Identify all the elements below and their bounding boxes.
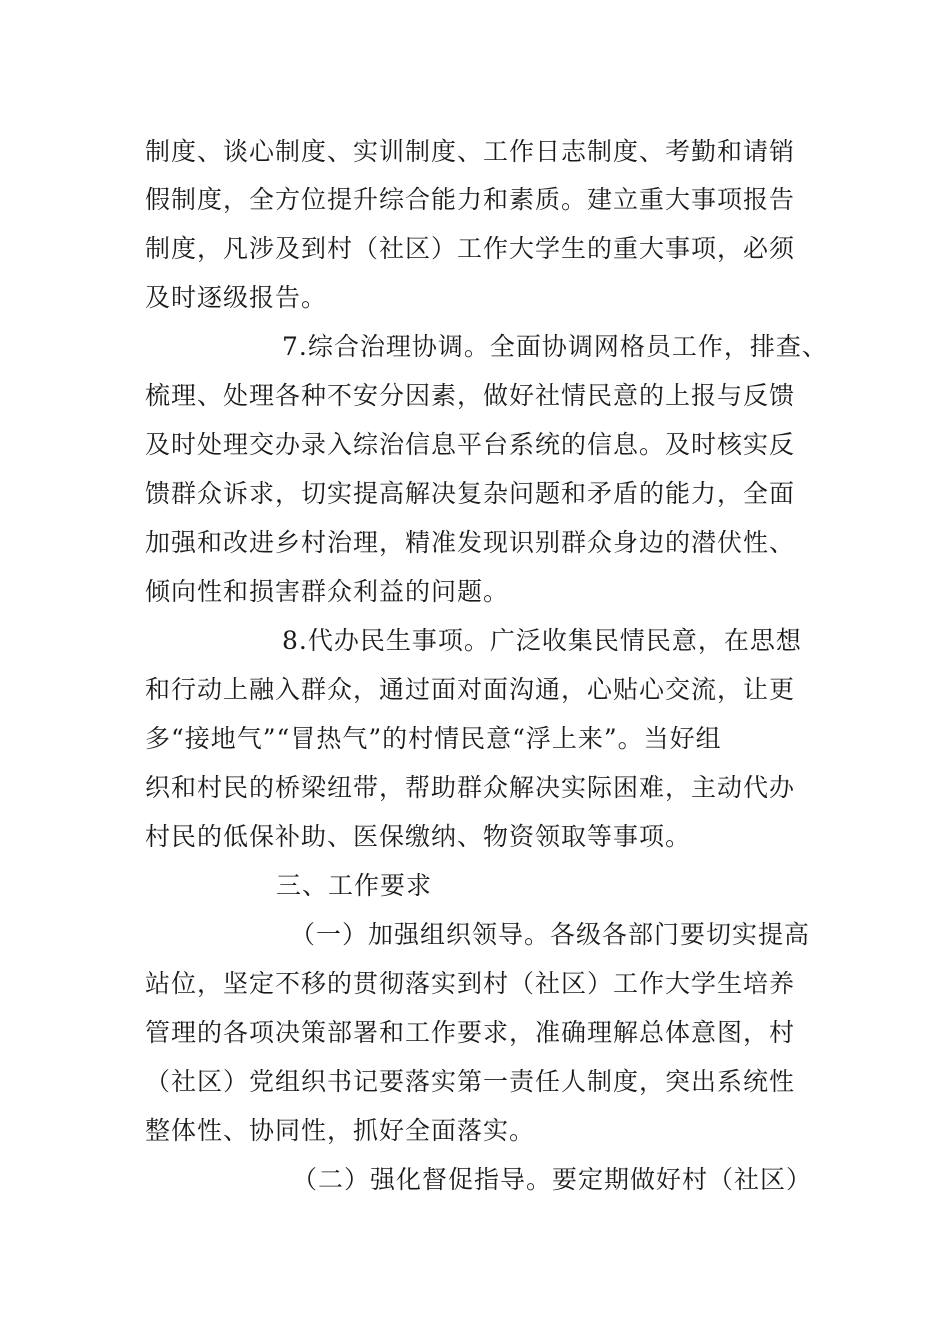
text-line-4: 及时逐级报告。 xyxy=(145,283,328,312)
item-7-heading: 7.综合治理协调。全面协调网格员工作，排查、 xyxy=(282,332,828,361)
text-line-3: 制度，凡涉及到村（社区）工作大学生的重大事项，必须 xyxy=(145,234,796,263)
text-line-19: 管理的各项决策部署和工作要求，准确理解总体意图，村 xyxy=(145,1018,796,1047)
text-line-10: 倾向性和损害群众利益的问题。 xyxy=(145,577,510,606)
text-line-1: 制度、谈心制度、实训制度、工作日志制度、考勤和请销 xyxy=(145,137,796,166)
subsection-1-heading: （一）加强组织领导。各级各部门要切实提高 xyxy=(290,920,811,949)
text-line-7: 及时处理交办录入综治信息平台系统的信息。及时核实反 xyxy=(145,430,796,459)
text-line-12: 和行动上融入群众，通过面对面沟通，心贴心交流，让更 xyxy=(145,675,796,704)
text-line-20: （社区）党组织书记要落实第一责任人制度，突出系统性 xyxy=(145,1067,796,1096)
section-3-heading: 三、工作要求 xyxy=(276,871,433,900)
item-8-heading: 8.代办民生事项。广泛收集民情民意，在思想 xyxy=(282,626,802,655)
text-line-9: 加强和改进乡村治理，精准发现识别群众身边的潜伏性、 xyxy=(145,528,796,557)
text-line-13: 多“接地气”“冒热气”的村情民意“浮上来”。当好组 xyxy=(145,724,722,753)
text-line-14: 织和村民的桥梁纽带，帮助群众解决实际困难，主动代办 xyxy=(145,773,796,802)
subsection-2-heading: （二）强化督促指导。要定期做好村（社区） xyxy=(292,1165,813,1194)
text-line-21: 整体性、协同性，抓好全面落实。 xyxy=(145,1116,536,1145)
text-line-8: 馈群众诉求，切实提高解决复杂问题和矛盾的能力，全面 xyxy=(145,479,796,508)
text-line-2: 假制度，全方位提升综合能力和素质。建立重大事项报告 xyxy=(145,185,796,214)
text-line-18: 站位，坚定不移的贯彻落实到村（社区）工作大学生培养 xyxy=(145,969,796,998)
text-line-6: 梳理、处理各种不安分因素，做好社情民意的上报与反馈 xyxy=(145,381,796,410)
text-line-15: 村民的低保补助、医保缴纳、物资领取等事项。 xyxy=(145,822,692,851)
